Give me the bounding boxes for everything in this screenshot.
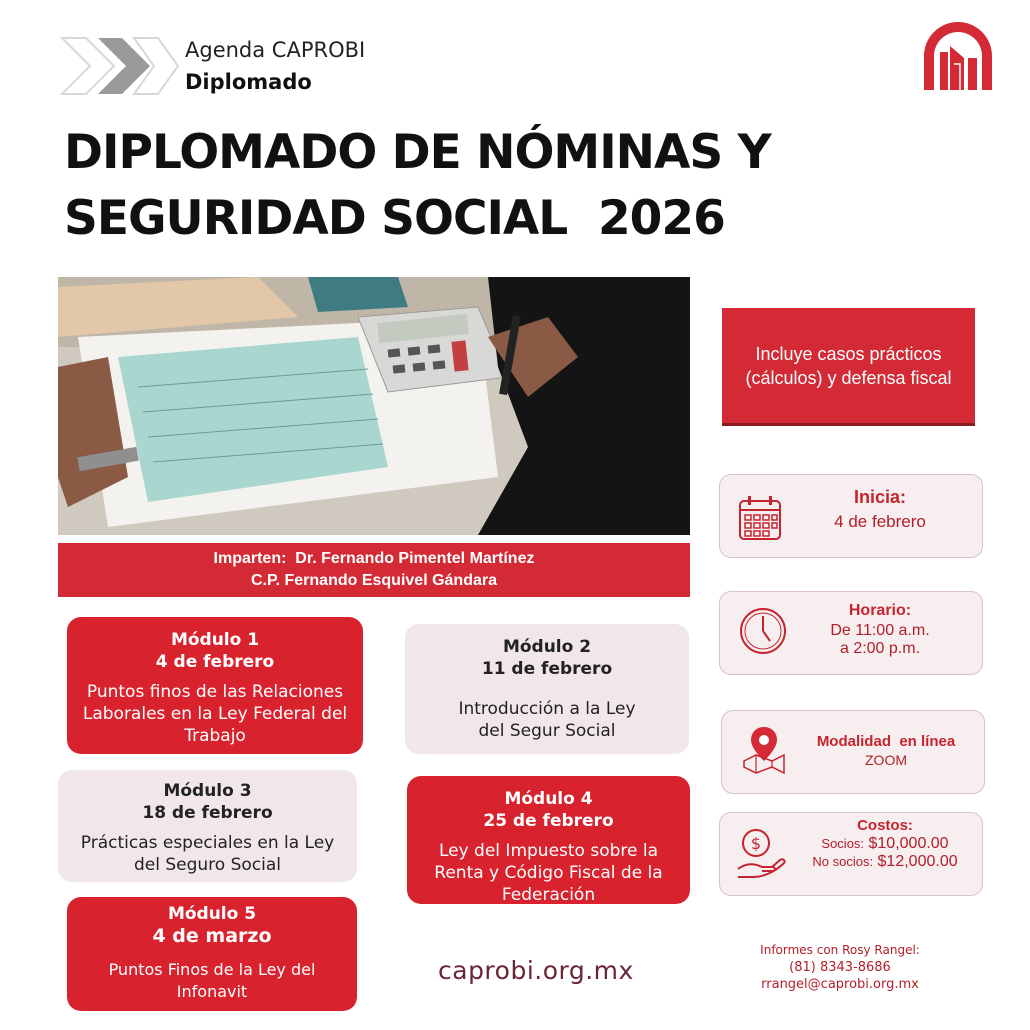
modality-label: Modalidad en línea bbox=[816, 733, 956, 750]
instructors-banner bbox=[58, 543, 690, 597]
contact-label: Informes con Rosy Rangel: bbox=[760, 943, 920, 957]
caprobi-logo bbox=[920, 18, 996, 94]
module-title: Módulo 3 bbox=[163, 781, 252, 801]
module-title: Módulo 4 bbox=[504, 789, 593, 809]
nonmembers-price: $12,000.00 bbox=[877, 853, 958, 870]
members-price: $10,000.00 bbox=[868, 835, 949, 852]
module-card-2 bbox=[405, 624, 689, 754]
costs-label: Costos: bbox=[857, 817, 913, 834]
clock-icon bbox=[738, 606, 788, 656]
nonmembers-cost bbox=[790, 853, 980, 871]
module-card-3 bbox=[58, 770, 357, 882]
module-date: 18 de febrero bbox=[142, 803, 273, 823]
contact-info bbox=[740, 942, 940, 993]
module-title: Módulo 5 bbox=[167, 904, 257, 924]
module-description: Prácticas especiales en la Ley del Seguro Social bbox=[80, 833, 335, 875]
schedule-line-1: De 11:00 a.m. bbox=[830, 622, 930, 639]
promo-text: Incluye casos prácticos (cálculos) y defensa fiscal bbox=[745, 343, 952, 388]
module-date: 25 de febrero bbox=[483, 811, 614, 831]
modality-card bbox=[721, 710, 985, 794]
map-pin-icon bbox=[740, 723, 788, 775]
hero-photo bbox=[58, 277, 690, 535]
module-description: Introducción a la Ley del Segur Social bbox=[458, 699, 636, 741]
module-title: Módulo 1 bbox=[170, 630, 260, 650]
start-value: 4 de febrero bbox=[834, 512, 926, 531]
nonmembers-label: No socios: bbox=[812, 854, 874, 869]
module-date: 11 de febrero bbox=[481, 659, 613, 679]
title-line-2: SEGURIDAD SOCIAL 2026 bbox=[64, 191, 725, 246]
members-label: Socios: bbox=[821, 836, 865, 851]
website-link[interactable]: caprobi.org.mx bbox=[438, 956, 634, 985]
module-description: Ley del Impuesto sobre la Renta y Código Fiscal de la Federación bbox=[434, 841, 663, 905]
instructor-line-1: Imparten: Dr. Fernando Pimentel Martínez bbox=[213, 550, 535, 567]
money-hand-icon bbox=[736, 827, 788, 883]
calendar-icon bbox=[738, 495, 782, 541]
module-date: 4 de marzo bbox=[152, 925, 272, 947]
module-card-4 bbox=[407, 776, 690, 904]
contact-phone[interactable]: (81) 8343-8686 bbox=[789, 960, 891, 975]
title-line-1: DIPLOMADO DE NÓMINAS Y bbox=[64, 125, 771, 180]
contact-email[interactable]: rrangel@caprobi.org.mx bbox=[761, 977, 919, 992]
costs-card bbox=[719, 812, 983, 896]
module-card-1 bbox=[67, 617, 363, 754]
instructor-line-2: C.P. Fernando Esquivel Gándara bbox=[251, 572, 497, 589]
module-card-5 bbox=[67, 897, 357, 1011]
modality-value: ZOOM bbox=[865, 752, 907, 768]
agenda-label: Agenda CAPROBI bbox=[185, 38, 366, 62]
page-title bbox=[64, 120, 894, 252]
module-date: 4 de febrero bbox=[155, 652, 275, 672]
start-date-card bbox=[719, 474, 983, 558]
members-cost bbox=[790, 835, 980, 853]
program-type: Diplomado bbox=[185, 70, 312, 94]
promo-box bbox=[722, 308, 975, 426]
chevrons-right-icon bbox=[60, 36, 180, 96]
module-title: Módulo 2 bbox=[502, 637, 592, 657]
start-label: Inicia: bbox=[853, 487, 906, 507]
svg-text:$: $ bbox=[750, 834, 762, 853]
schedule-label: Horario: bbox=[848, 602, 912, 619]
schedule-line-2: a 2:00 p.m. bbox=[839, 640, 921, 657]
module-description: Puntos finos de las Relaciones Laborales en la Ley Federal del Trabajo bbox=[82, 682, 348, 746]
module-description: Puntos Finos de la Ley del Infonavit bbox=[108, 960, 316, 1001]
schedule-card bbox=[719, 591, 983, 675]
